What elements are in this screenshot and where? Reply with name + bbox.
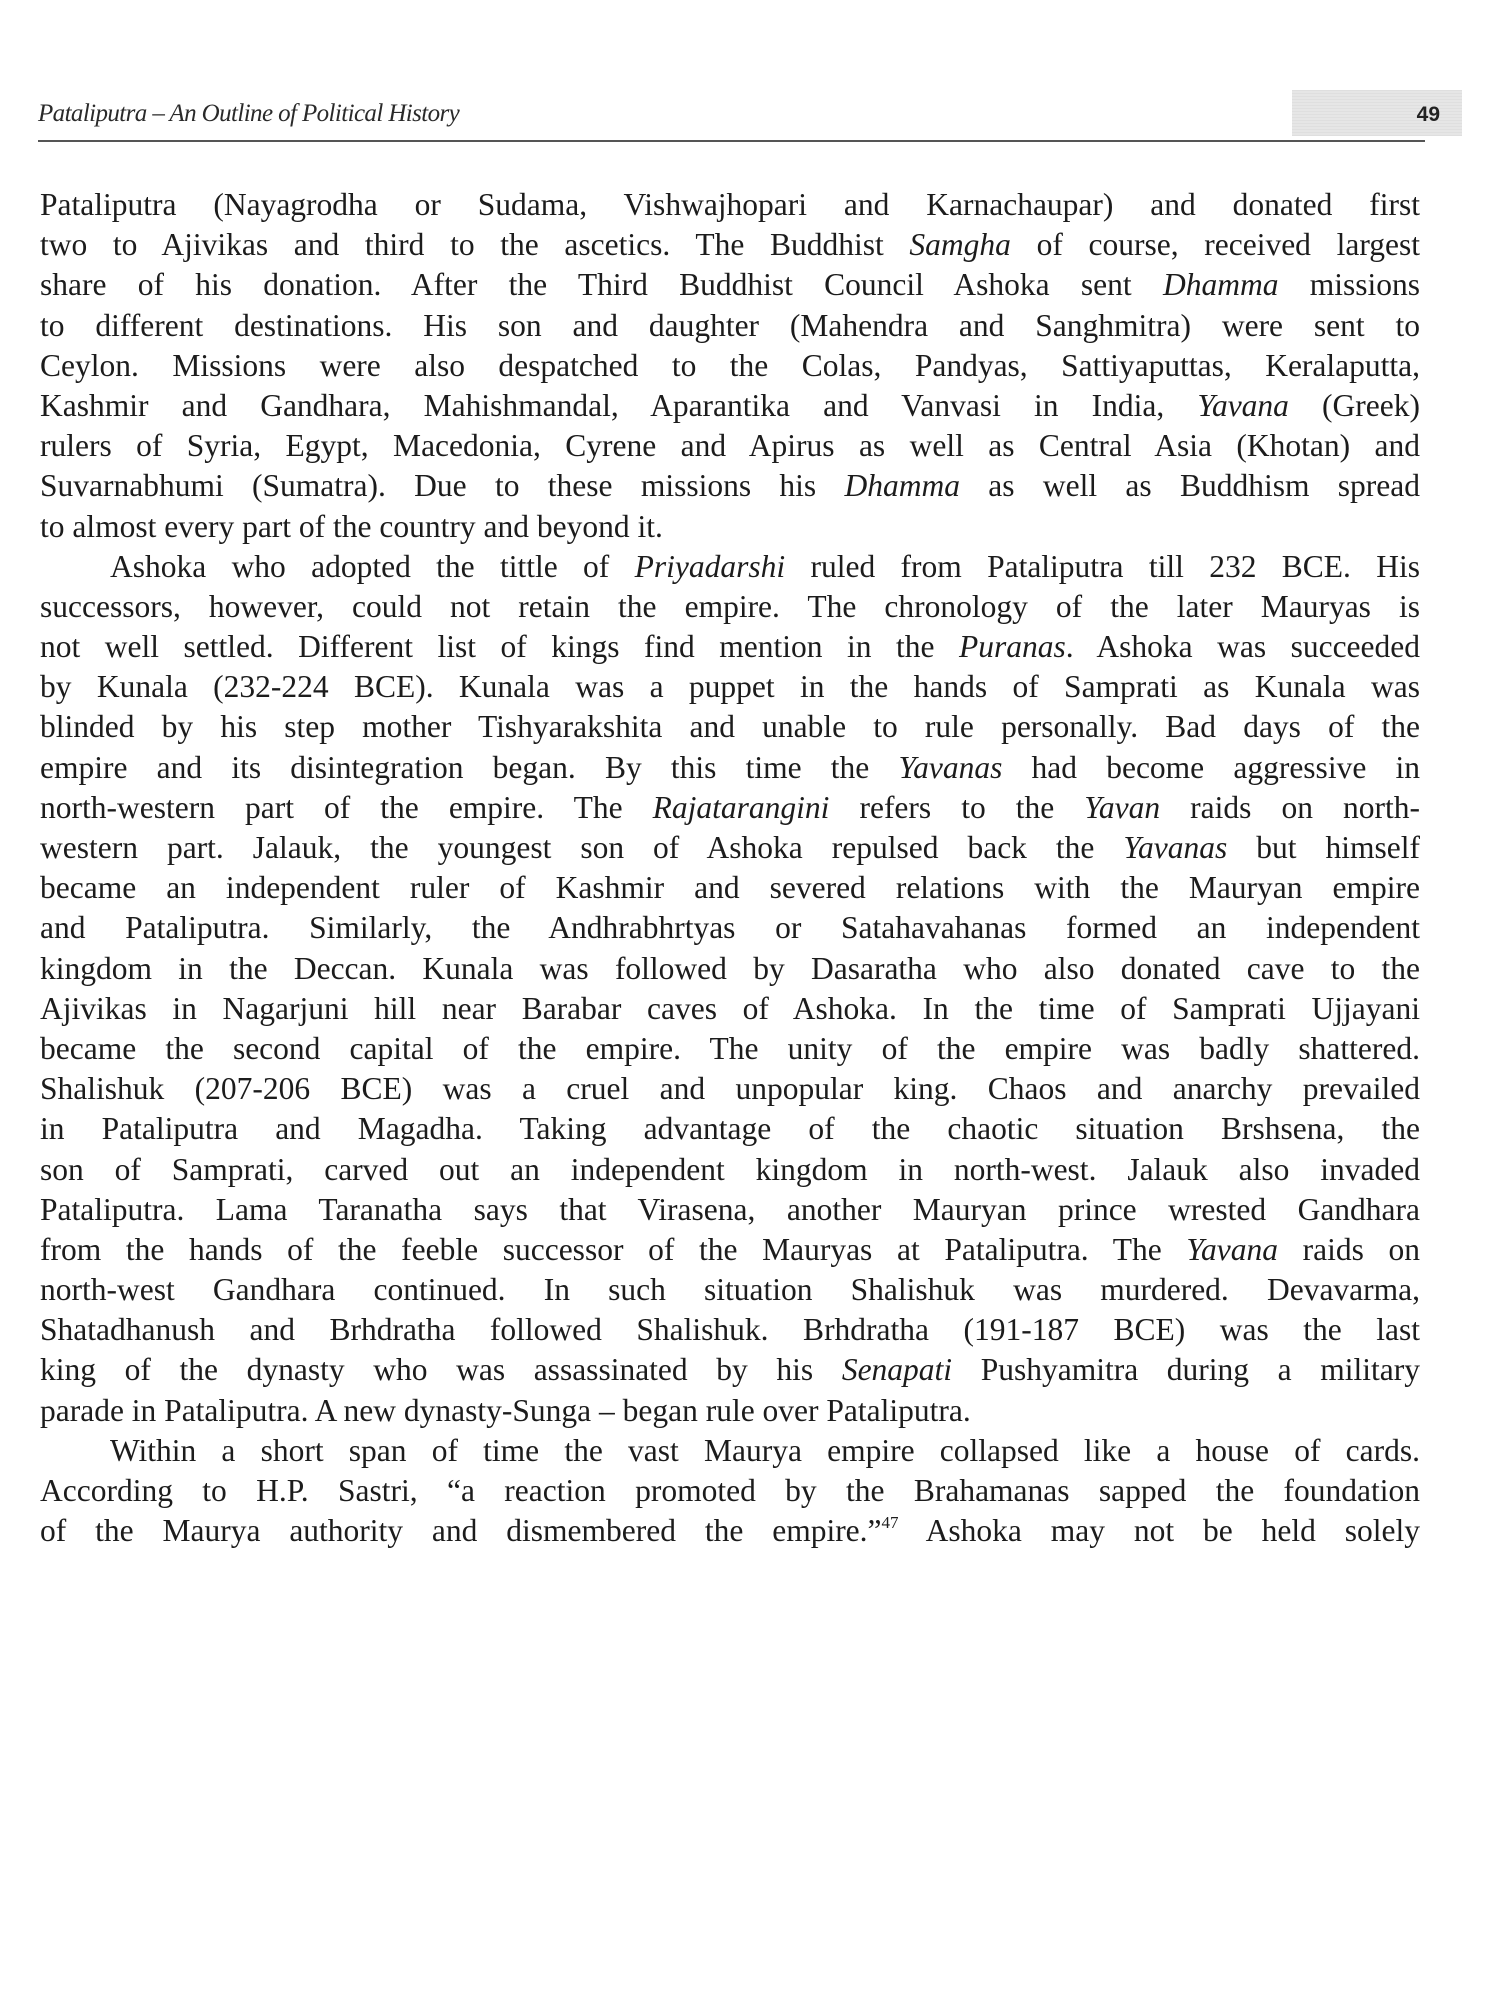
text-line: [40, 547, 1420, 587]
text-line: [40, 346, 1420, 386]
text-run: Within a short span of time the vast Maurya empire collapsed like a house of cards.: [110, 1432, 1420, 1468]
text-line: [40, 1029, 1420, 1069]
text-line: [40, 1270, 1420, 1310]
text-run: missions: [1278, 267, 1421, 303]
text-run: not well settled. Different list of kings find mention in the: [40, 629, 959, 665]
text-line: [40, 1150, 1420, 1190]
italic-term: Puranas: [958, 629, 1066, 665]
italic-term: Yavana: [1186, 1231, 1278, 1267]
text-line: [40, 306, 1420, 346]
text-run: but himself: [1227, 830, 1420, 865]
italic-term: Dhamma: [844, 468, 960, 504]
text-line: [40, 788, 1420, 828]
text-run: of course, received largest: [1010, 227, 1420, 263]
text-run: Pataliputra (Nayagrodha or Sudama, Vishwajhopari and Karnachaupar) and donated first: [40, 187, 1420, 222]
text-line: [40, 868, 1420, 908]
text-run: raids on north-: [1160, 789, 1420, 825]
text-run: to almost every part of the country and beyond it.: [40, 508, 663, 544]
text-run: Ashoka may not be held solely: [898, 1513, 1420, 1549]
italic-term: Senapati: [841, 1352, 953, 1388]
text-line: [40, 989, 1420, 1029]
text-line: [40, 828, 1420, 868]
text-run: empire and its disintegration began. By this time the: [40, 749, 899, 785]
text-run: . Ashoka was succeeded: [1065, 629, 1420, 665]
text-line: [40, 386, 1420, 426]
italic-term: Rajatarangini: [652, 789, 830, 825]
text-line: [40, 908, 1420, 948]
text-run: Ashoka who adopted the tittle of: [110, 548, 635, 584]
text-line: [40, 667, 1420, 707]
footnote-ref: 47: [881, 1513, 899, 1533]
text-line: [40, 1431, 1420, 1471]
text-run: became the second capital of the empire. The unity of the empire was badly shattered.: [40, 1030, 1420, 1066]
text-line: [40, 627, 1420, 667]
text-run: had become aggressive in: [1002, 749, 1420, 785]
text-run: son of Samprati, carved out an independent kingdom in north-west. Jalauk also invaded: [40, 1151, 1420, 1187]
text-line: [40, 1511, 1420, 1551]
text-run: Pataliputra. Lama Taranatha says that Virasena, another Mauryan prince wrested Gandhara: [40, 1191, 1420, 1227]
text-run: by Kunala (232-224 BCE). Kunala was a puppet in the hands of Samprati as Kunala was: [40, 669, 1420, 705]
page-number: 49: [1416, 103, 1440, 126]
text-run: Kashmir and Gandhara, Mahishmandal, Aparantika and Vanvasi in India,: [40, 387, 1198, 423]
italic-term: Yavana: [1197, 387, 1289, 423]
text-line: [40, 265, 1420, 305]
header-rule: [38, 140, 1425, 142]
text-line: [40, 1190, 1420, 1230]
body-text: [40, 185, 1420, 1551]
text-run: blinded by his step mother Tishyarakshita and unable to rule personally. Bad days of the: [40, 709, 1420, 745]
text-line: [40, 1109, 1420, 1149]
text-run: Ceylon. Missions were also despatched to the Colas, Pandyas, Sattiyaputtas, Keralaputta,: [40, 347, 1420, 383]
text-line: [40, 1069, 1420, 1109]
text-run: became an independent ruler of Kashmir and severed relations with the Mauryan empire: [40, 870, 1420, 906]
text-line: [40, 587, 1420, 627]
text-run: (Greek): [1288, 387, 1420, 423]
italic-term: Dhamma: [1162, 267, 1279, 303]
text-run: Suvarnabhumi (Sumatra). Due to these missions his: [40, 468, 845, 504]
text-run: north-west Gandhara continued. In such situation Shalishuk was murdered. Devavarma,: [40, 1272, 1420, 1308]
text-run: Pushyamitra during a military: [952, 1352, 1420, 1388]
text-line: [40, 466, 1420, 506]
text-run: refers to the: [829, 789, 1085, 825]
text-line: [40, 1310, 1420, 1350]
page-header: [38, 90, 1462, 138]
text-run: According to H.P. Sastri, “a reaction promoted by the Brahamanas sapped the foundation: [40, 1473, 1420, 1508]
text-run: western part. Jalauk, the youngest son of Ashoka repulsed back the: [40, 830, 1124, 865]
italic-term: Yavanas: [898, 749, 1003, 785]
text-run: of the Maurya authority and dismembered the empire.”: [40, 1513, 882, 1549]
text-run: king of the dynasty who was assassinated by his: [40, 1352, 842, 1388]
text-run: raids on: [1277, 1231, 1421, 1267]
text-run: kingdom in the Deccan. Kunala was followed by Dasaratha who also donated cave to the: [40, 950, 1420, 986]
text-run: successors, however, could not retain the empire. The chronology of the later Mauryas is: [40, 588, 1420, 624]
text-run: Shalishuk (207-206 BCE) was a cruel and unpopular king. Chaos and anarchy prevailed: [40, 1071, 1420, 1107]
italic-term: Priyadarshi: [634, 548, 786, 584]
text-run: as well as Buddhism spread: [959, 468, 1420, 504]
text-run: rulers of Syria, Egypt, Macedonia, Cyrene and Apirus as well as Central Asia (Khotan) and: [40, 428, 1420, 464]
text-line: [40, 185, 1420, 225]
text-run: and Pataliputra. Similarly, the Andhrabhrtyas or Satahavahanas formed an independent: [40, 910, 1420, 946]
text-line: [40, 748, 1420, 788]
text-run: north-western part of the empire. The: [40, 789, 653, 825]
text-run: parade in Pataliputra. A new dynasty-Sunga – began rule over Pataliputra.: [40, 1392, 971, 1428]
italic-term: Samgha: [909, 227, 1011, 263]
text-run: two to Ajivikas and third to the ascetics. The Buddhist: [40, 227, 910, 263]
text-line: [40, 1471, 1420, 1511]
text-line: [40, 949, 1420, 989]
text-line: [40, 225, 1420, 265]
italic-term: Yavan: [1084, 789, 1161, 825]
text-line: [40, 1230, 1420, 1270]
text-line: [40, 1350, 1420, 1390]
text-run: ruled from Pataliputra till 232 BCE. His: [785, 548, 1420, 584]
text-run: Shatadhanush and Brhdratha followed Shalishuk. Brhdratha (191-187 BCE) was the last: [40, 1312, 1420, 1348]
text-run: to different destinations. His son and daughter (Mahendra and Sanghmitra) were sent to: [40, 307, 1420, 343]
text-run: from the hands of the feeble successor of the Mauryas at Pataliputra. The: [40, 1231, 1187, 1267]
text-line: [40, 426, 1420, 466]
running-title: Pataliputra – An Outline of Political History: [38, 100, 460, 127]
page-number-box: [1292, 90, 1462, 136]
text-run: in Pataliputra and Magadha. Taking advantage of the chaotic situation Brshsena, the: [40, 1111, 1420, 1147]
text-run: share of his donation. After the Third Buddhist Council Ashoka sent: [40, 267, 1163, 303]
italic-term: Yavanas: [1123, 830, 1228, 865]
text-line: [40, 707, 1420, 747]
text-run: Ajivikas in Nagarjuni hill near Barabar caves of Ashoka. In the time of Samprati Ujjayani: [40, 990, 1420, 1026]
text-line: [40, 507, 1420, 547]
text-line: [40, 1391, 1420, 1431]
